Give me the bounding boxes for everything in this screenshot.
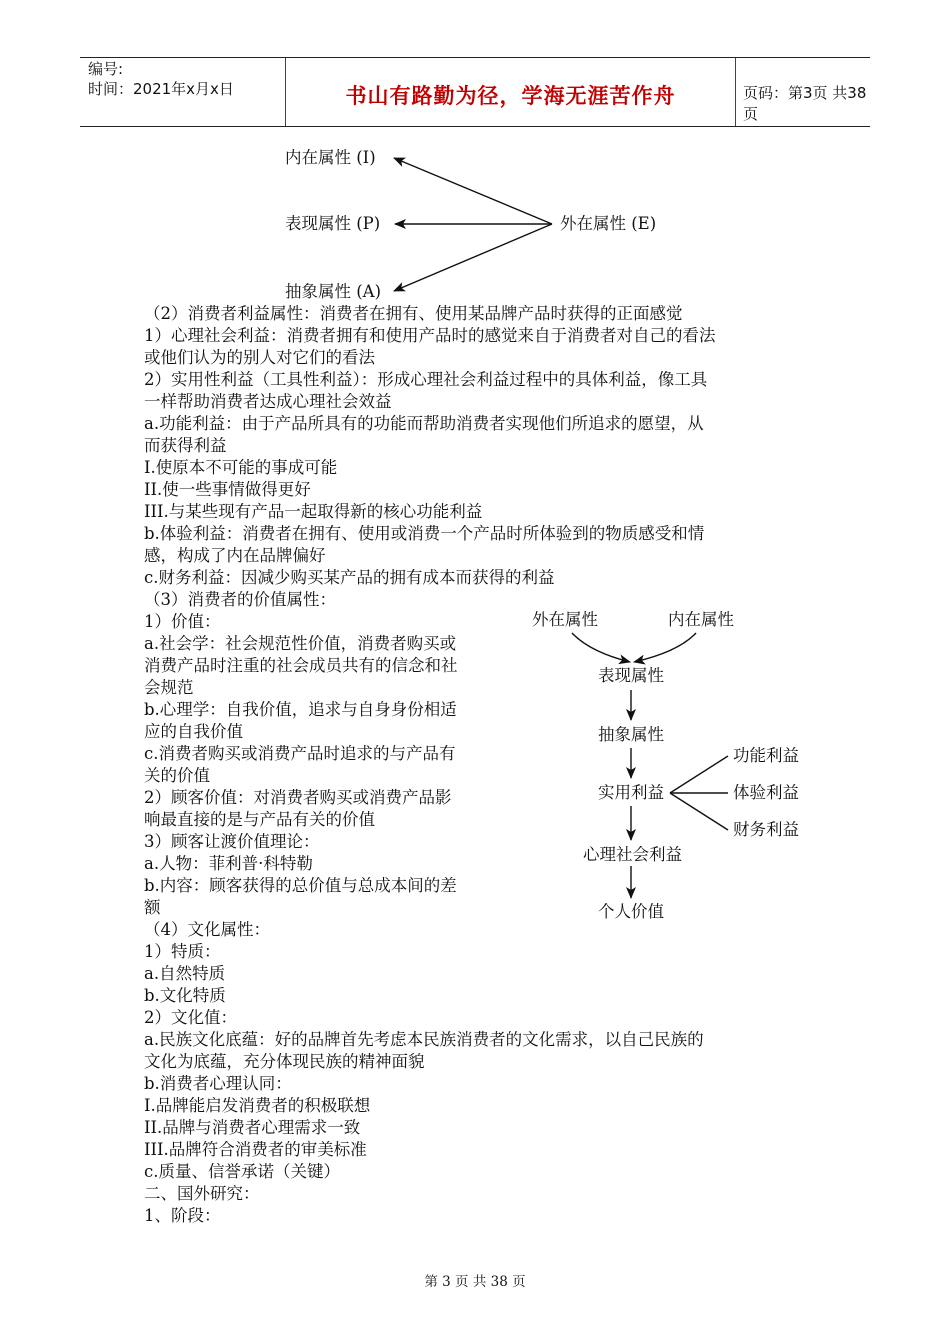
body-line: b.内容：顾客获得的总价值与总成本间的差	[144, 876, 457, 895]
body-line: 文化为底蕴，充分体现民族的精神面貌	[144, 1052, 425, 1071]
diagram2-psychosocial-label: 心理社会利益	[583, 845, 682, 864]
body-line: 1）特质：	[144, 942, 221, 961]
branch-to-financial	[670, 793, 728, 830]
body-line: 或他们认为的别人对它们的看法	[144, 348, 375, 367]
page-footer: 第 3 页 共 38 页	[424, 1274, 526, 1290]
body-line: （4）文化属性：	[144, 920, 270, 939]
body-line: I.使原本不可能的事成可能	[144, 458, 338, 477]
body-line: 二、国外研究：	[144, 1184, 260, 1203]
body-line: III.与某些现有产品一起取得新的核心功能利益	[144, 502, 483, 521]
body-line: 一样帮助消费者达成心理社会效益	[144, 392, 392, 411]
body-line: （3）消费者的价值属性：	[144, 590, 336, 609]
body-line: 响最直接的是与产品有关的价值	[144, 810, 375, 829]
body-line: 会规范	[144, 678, 194, 697]
body-line: 1）价值：	[144, 612, 221, 631]
arrow-extrinsic-to-performance	[572, 633, 630, 662]
diagram2-experiential-label: 体验利益	[733, 783, 799, 802]
document-number-label: 编号:	[88, 60, 124, 78]
diagram1-extrinsic-label: 外在属性 (E)	[560, 214, 657, 233]
body-line: c.财务利益：因减少购买某产品的拥有成本而获得的利益	[144, 568, 555, 587]
diagram2-intrinsic-label: 内在属性	[668, 610, 734, 629]
body-line: b.文化特质	[144, 986, 226, 1005]
body-line: a.自然特质	[144, 964, 226, 983]
body-line: II.品牌与消费者心理需求一致	[144, 1118, 361, 1137]
arrow-e-to-a	[394, 224, 552, 291]
body-line: a.功能利益：由于产品所具有的功能而帮助消费者实现他们所追求的愿望，从	[144, 414, 704, 433]
body-line: III.品牌符合消费者的审美标准	[144, 1140, 367, 1159]
diagram2-abstract-label: 抽象属性	[598, 725, 664, 744]
body-line: 2）顾客价值：对消费者购买或消费产品影	[144, 788, 452, 807]
body-line: 额	[144, 898, 161, 917]
header-page-info: 页码：第3页 共38页	[743, 84, 867, 123]
body-line: a.社会学：社会规范性价值，消费者购买或	[144, 634, 457, 653]
body-line: 3）顾客让渡价值理论：	[144, 832, 320, 851]
diagram2-performance-label: 表现属性	[598, 666, 664, 685]
body-line: 消费产品时注重的社会成员共有的信念和社	[144, 656, 458, 675]
diagram2-extrinsic-label: 外在属性	[532, 610, 598, 629]
diagram2-functional-label: 功能利益	[733, 746, 799, 765]
diagram2-personal-value-label: 个人价值	[598, 902, 664, 921]
body-line: 关的价值	[144, 766, 210, 785]
body-line: b.体验利益：消费者在拥有、使用或消费一个产品时所体验到的物质感受和情	[144, 524, 705, 543]
diagram1-performance-label: 表现属性 (P)	[285, 214, 381, 233]
body-line: b.消费者心理认同：	[144, 1074, 292, 1093]
diagram1-intrinsic-label: 内在属性 (I)	[285, 148, 376, 167]
body-line: II.使一些事情做得更好	[144, 480, 311, 499]
branch-to-functional	[670, 756, 728, 793]
body-line: b.心理学：自我价值，追求与自身身份相适	[144, 700, 457, 719]
body-line: 应的自我价值	[144, 722, 243, 741]
body-line: （2）消费者利益属性：消费者在拥有、使用某品牌产品时获得的正面感觉	[144, 304, 683, 323]
body-line: 1）心理社会利益：消费者拥有和使用产品时的感觉来自于消费者对自己的看法	[144, 326, 716, 345]
header-motto: 书山有路勤为径，学海无涯苦作舟	[345, 84, 676, 108]
body-line: 而获得利益	[144, 436, 227, 455]
diagram1-abstract-label: 抽象属性 (A)	[285, 282, 382, 301]
body-line: 2）实用性利益（工具性利益）：形成心理社会利益过程中的具体利益，像工具	[144, 370, 708, 389]
arrow-intrinsic-to-performance	[634, 633, 696, 662]
diagram2-practical-label: 实用利益	[598, 783, 664, 802]
body-line: 感，构成了内在品牌偏好	[144, 546, 326, 565]
body-line: 2）文化值：	[144, 1008, 237, 1027]
body-line: c.消费者购买或消费产品时追求的与产品有	[144, 744, 456, 763]
body-line: c.质量、信誉承诺（关键）	[144, 1162, 340, 1181]
body-line: I.品牌能启发消费者的积极联想	[144, 1096, 371, 1115]
document-date-label: 时间：2021年x月x日	[88, 80, 234, 98]
body-line: a.人物：菲利普·科特勒	[144, 854, 313, 873]
arrow-e-to-i	[394, 158, 552, 224]
body-line: 1、阶段：	[144, 1206, 221, 1225]
body-line: a.民族文化底蕴：好的品牌首先考虑本民族消费者的文化需求，以自己民族的	[144, 1030, 704, 1049]
diagram2-financial-label: 财务利益	[733, 820, 799, 839]
